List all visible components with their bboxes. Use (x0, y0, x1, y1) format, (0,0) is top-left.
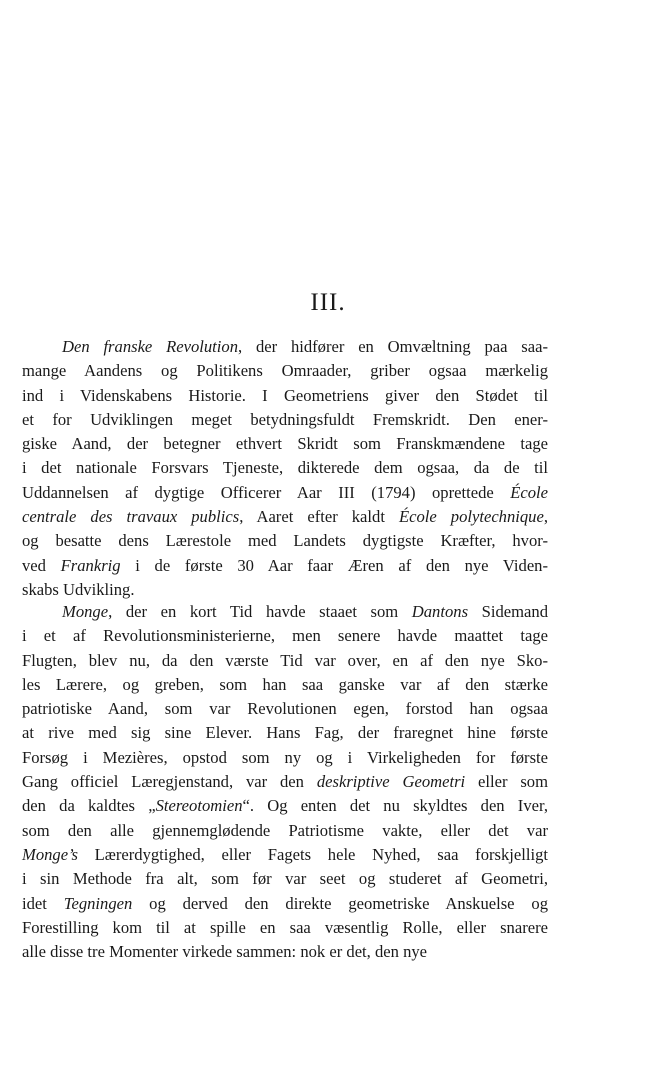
text-line (22, 843, 548, 867)
text-segment: i sin Methode fra alt, som før var seet og studeret af Geometri, (22, 869, 548, 889)
text-line (22, 673, 548, 697)
section-heading: III. (310, 289, 346, 316)
text-segment: skabs Udvikling. (22, 579, 135, 599)
text-line (22, 721, 548, 745)
italic-term: École polytechnique (398, 507, 544, 527)
text-line (22, 794, 548, 818)
text-line (22, 481, 548, 505)
text-segment: som den alle gjennemglødende Patriotisme vakte, eller det var (22, 820, 548, 840)
text-segment: ved (22, 555, 61, 575)
text-segment: , Aaret efter kaldt (239, 507, 399, 527)
italic-term: École (510, 482, 548, 502)
italic-term: deskriptive Geometri (316, 772, 466, 792)
text-segment: Flugten, blev nu, da den værste Tid var over, en af den nye Sko- (22, 650, 548, 670)
text-segment: giske Aand, der betegner ethvert Skridt som Franskmændene tage (22, 434, 548, 454)
text-segment: i et af Revolutionsministerierne, men senere havde maattet tage (22, 626, 548, 646)
text-segment: og besatte dens Lærestole med Landets dygtigste Kræfter, hvor- (22, 531, 548, 551)
text-line (22, 624, 548, 648)
text-line (22, 867, 548, 891)
text-segment: i det nationale Forsvars Tjeneste, dikterede dem ogsaa, da de til (22, 458, 548, 478)
text-segment: alle disse tre Momenter virkede sammen: nok er det, den nye (22, 942, 428, 962)
text-segment: Forsøg i Mezières, opstod som ny og i Virkeligheden for første (22, 747, 548, 767)
italic-term: Dantons (411, 602, 469, 621)
italic-term: centrale des travaux publics (22, 507, 240, 527)
text-segment: mange Aandens og Politikens Omraader, griber ogsaa mærkelig (22, 361, 548, 381)
text-line (22, 916, 548, 940)
text-segment: Sidemand (468, 602, 548, 621)
text-segment: i de første 30 Aar faar Æren af den nye Viden- (120, 555, 549, 575)
italic-term: Tegningen (63, 893, 133, 913)
paragraph (22, 600, 548, 964)
text-segment: at rive med sig sine Elever. Hans Fag, der fraregnet hine første (22, 723, 548, 743)
text-segment: ind i Videnskabens Historie. I Geometriens giver den Stødet til (22, 385, 548, 405)
text-line (22, 649, 548, 673)
text-line (22, 505, 548, 529)
text-segment: Forestilling kom til at spille en saa væsentlig Rolle, eller snarere (22, 917, 548, 937)
text-line (22, 408, 548, 432)
text-segment: og derved den direkte geometriske Anskuelse og (132, 893, 548, 913)
text-line (22, 819, 548, 843)
text-line (22, 359, 548, 383)
italic-term: Monge’s (22, 844, 78, 864)
text-line (22, 892, 548, 916)
text-segment: Uddannelsen af dygtige Officerer Aar III (1794) oprettede (22, 482, 511, 502)
text-line (22, 335, 548, 359)
text-segment: patriotiske Aand, som var Revolutionen egen, forstod han ogsaa (22, 699, 548, 719)
text-line (22, 770, 548, 794)
italic-term: Monge (62, 602, 109, 621)
italic-term: Frankrig (60, 555, 121, 575)
italic-term: Den franske Revolution (62, 337, 238, 356)
text-segment: Gang officiel Læregjenstand, var den (22, 772, 317, 792)
text-segment: , der en kort Tid havde staaet som (108, 602, 412, 621)
text-line (22, 940, 548, 964)
text-segment: et for Udviklingen meget betydningsfuldt Fremskridt. Den ener- (22, 409, 548, 429)
text-line (22, 384, 548, 408)
paragraph (22, 335, 548, 602)
text-line (22, 456, 548, 480)
italic-term: Stereotomien (155, 796, 243, 816)
text-segment: les Lærere, og greben, som han saa ganske var af den stærke (22, 674, 548, 694)
text-segment: , (543, 507, 548, 527)
text-segment: eller som (465, 772, 549, 792)
text-line (22, 746, 548, 770)
text-line (22, 578, 548, 602)
text-line (22, 600, 548, 624)
text-segment: Lærerdygtighed, eller Fagets hele Nyhed, saa forskjelligt (77, 844, 548, 864)
text-line (22, 432, 548, 456)
text-line (22, 554, 548, 578)
text-segment: “. Og enten det nu skyldtes den Iver, (242, 796, 548, 816)
text-segment: , der hidfører en Omvæltning paa saa- (238, 337, 548, 356)
text-line (22, 697, 548, 721)
text-segment: den da kaldtes „ (22, 796, 156, 816)
text-segment: idet (22, 893, 64, 913)
text-line (22, 529, 548, 553)
